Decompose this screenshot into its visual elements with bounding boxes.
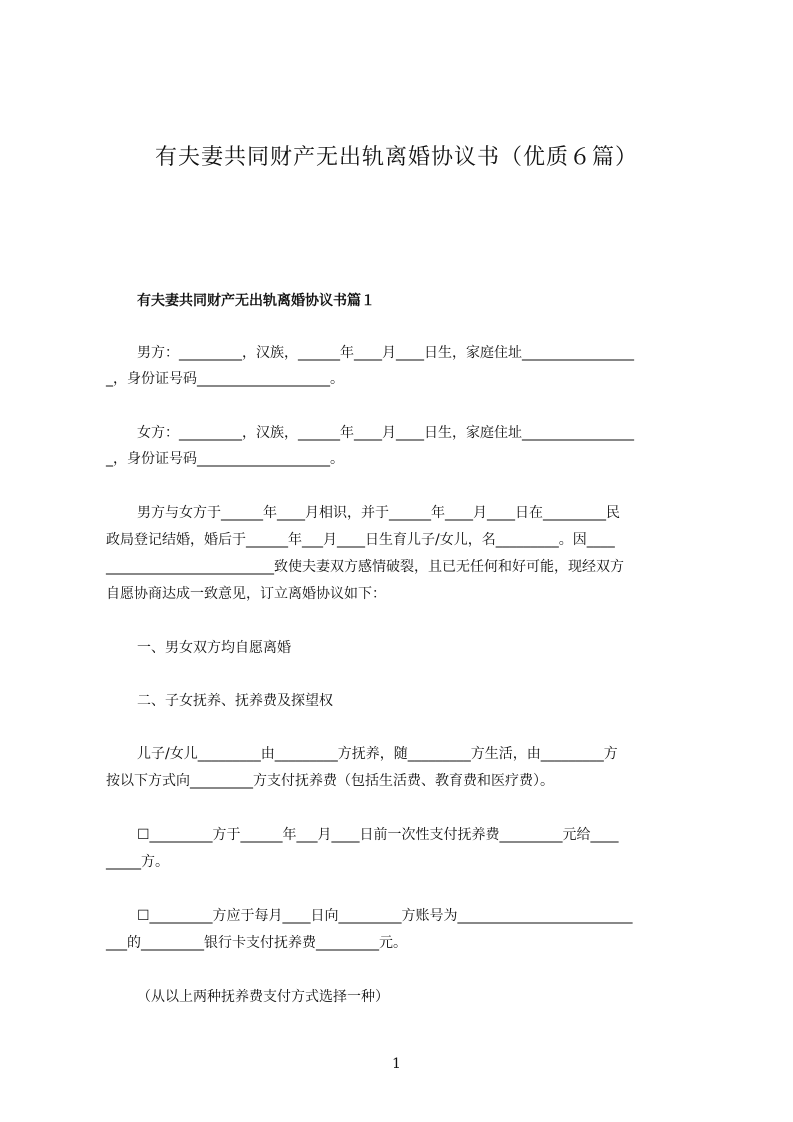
payment-option-two-line-1: ☐_________方应于每月____日向_________方账号为_________________________ [137, 908, 633, 924]
intro-line-4: 自愿协商达成一致意见，订立离婚协议如下： [106, 586, 386, 602]
custody-line-1: 儿子/女儿_________由_________方抚养，随_________方生活，由_________方 [137, 746, 618, 762]
man-info-line-1: 男方：_________，汉族，______年____月____日生，家庭住址________________ [137, 345, 634, 361]
payment-note: （从以上两种抚养费支付方式选择一种） [137, 989, 389, 1005]
clause-two: 二、子女抚养、抚养费及探望权 [137, 693, 333, 709]
intro-line-3: ________________________致使夫妻双方感情破裂，且已无任何和好可能，现经双方 [106, 559, 624, 575]
woman-info-line-1: 女方：_________，汉族，______年____月____日生，家庭住址________________ [137, 425, 634, 441]
woman-info-line-2: _，身份证号码___________________。 [106, 451, 344, 467]
section-heading: 有夫妻共同财产无出轨离婚协议书篇１ [137, 293, 375, 309]
document-title: 有夫妻共同财产无出轨离婚协议书（优质６篇） [154, 145, 638, 170]
payment-option-one-line-2: _____方。 [106, 854, 169, 870]
clause-one: 一、男女双方均自愿离婚 [137, 640, 291, 656]
payment-option-two-line-2: ___的_________银行卡支付抚养费_________元。 [106, 935, 407, 951]
custody-line-2: 按以下方式向_________方支付抚养费（包括生活费、教育费和医疗费）。 [106, 773, 554, 789]
intro-line-1: 男方与女方于______年____月相识，并于______年____月____日在_________民 [137, 505, 620, 521]
payment-option-one-line-1: ☐_________方于______年___月____日前一次性支付抚养费_________元给____ [137, 827, 619, 843]
page-number: 1 [392, 1056, 401, 1072]
man-info-line-2: _，身份证号码___________________。 [106, 371, 344, 387]
intro-line-2: 政局登记结婚，婚后于______年___月____日生育儿子/女儿，名_________。因____ [106, 532, 615, 548]
